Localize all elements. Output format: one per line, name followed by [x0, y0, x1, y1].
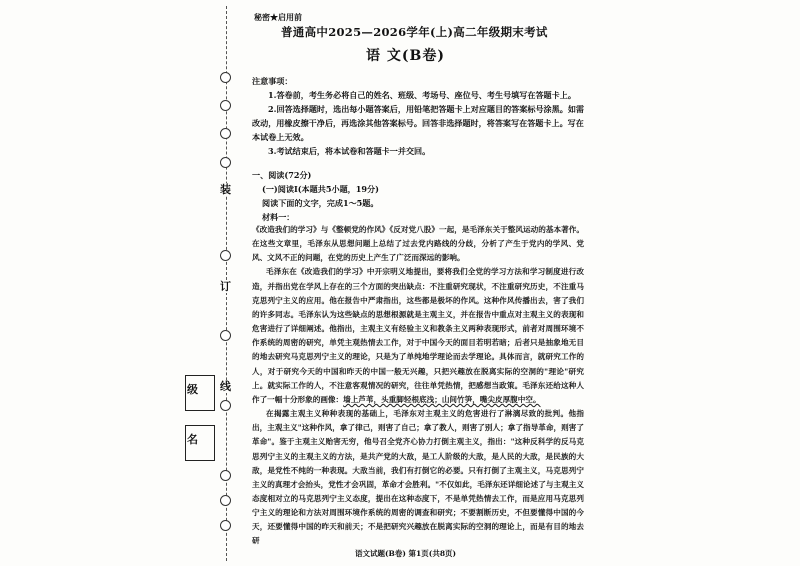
exam-title: 普通高中2025—2026学年(上)高二年级期末考试 — [281, 25, 548, 39]
section-heading: 一、阅读(72分) — [252, 170, 312, 180]
margin-char-ding: 订 — [220, 280, 231, 293]
notice-item: 2.回答选择题时，选出每小题答案后，用铅笔把答题卡上对应题目的答案标号涂黑。如需改动，用橡皮擦干净后，再选涂其他答案标号。回答非选择题时，将答案写在答题卡上。写在本试卷上无效。 — [252, 104, 585, 142]
binding-hole — [220, 250, 231, 261]
class-field-label: 级 — [187, 383, 200, 396]
binding-hole — [220, 100, 231, 111]
section-sub: (一)阅读Ⅰ(本题共5小题，19分) — [262, 184, 379, 194]
binding-hole — [220, 157, 231, 168]
article-paragraph: 在揭露主观主义种种表现的基础上，毛泽东对主观主义的危害进行了淋漓尽致的批判。他指出，主观主义"这种作风，拿了律己，则害了自己；拿了教人，则害了别人；拿了指导革命，则害了革命"。鉴于主观主义贻害无穷，他号召全党齐心协力打倒主观主义，指出："这种反科学的反马克思列宁主义的主观主义的方法，是共产党的大敌，是工人阶级的大敌，是人民的大敌，是民族的大敌，是党性不纯的一种表现。大敌当前，我们有打倒它的必要。只有打倒了主观主义，马克思列宁主义的真理才会抬头，党性才会巩固，革命才会胜利。"不仅如此，毛泽东还详细论述了与主观主义态度相对立的马克思列宁主义态度，提出在这种态度下，不是单凭热情去工作，而是应用马克思列宁主义的理论和方法对周围环境作系统的周密的调查和研究；不要割断历史，不但要懂得中国的今天，还要懂得中国的昨天和前天；不是把研究兴趣放在脱离实际的空洞的理论上，而是有目的地去研 — [252, 409, 584, 546]
exam-subject: 语 文(B卷) — [366, 48, 445, 64]
binding-hole — [220, 330, 231, 341]
name-field-label: 名 — [187, 433, 200, 446]
notice-list — [252, 88, 584, 158]
binding-hole — [220, 400, 231, 411]
binding-hole — [220, 495, 231, 506]
reading-article — [252, 223, 584, 549]
binding-hole — [220, 520, 231, 531]
notice-item: 1.答卷前，考生务必将自己的姓名、班级、考场号、座位号、考生号填写在答题卡上。 — [268, 90, 576, 100]
article-paragraph — [252, 265, 584, 407]
notice-item: 3.考试结束后，将本试卷和答题卡一并交回。 — [268, 146, 431, 156]
margin-char-xian: 线 — [220, 380, 231, 393]
secret-mark: 秘密★启用前 — [254, 12, 302, 22]
section-instruction: 阅读下面的文字，完成1～5题。 — [262, 198, 379, 208]
page-footer: 语文试题(B卷) 第1页(共8页) — [355, 549, 457, 558]
article-paragraph: 《改造我们的学习》与《整顿党的作风》《反对党八股》一起，是毛泽东关于整风运动的基本著作。在这些文章里，毛泽东从思想问题上总结了过去党内路线的分歧，分析了产生于党内的学风、党风、文风不正的问题，在党的历史上产生了广泛而深远的影响。 — [252, 225, 584, 263]
binding-hole — [220, 470, 231, 481]
section-header — [252, 168, 379, 224]
binding-hole — [220, 128, 231, 139]
margin-char-zhuang: 装 — [220, 183, 231, 196]
quoted-couplet: 墙上芦苇，头重脚轻根底浅；山间竹笋，嘴尖皮厚腹中空。 — [343, 394, 541, 404]
notice-heading: 注意事项： — [252, 76, 293, 86]
material-label: 材料一： — [262, 212, 295, 222]
article-paragraph-text: 毛泽东在《改造我们的学习》中开宗明义地提出，要将我们全党的学习方法和学习制度进行改造，并指出党在学风上存在的三个方面的突出缺点：不注重研究现状，不注重研究历史，不注重马克思列宁主义的应用。他在报告中严肃指出，这些都是极坏的作风。这种作风传播出去，害了我们的许多同志。毛泽东认为这些缺点的思想根源就是主观主义，并在报告中重点对主观主义的表现和危害进行了详细阐述。他指出，主观主义有经验主义和教条主义两种表现形式，前者对周围环境不作系统的周密的研究，单凭主观热情去工作，对于中国今天的面目若明若暗；后者只是抽象地无目的地去研究马克思列宁主义的理论，只是为了单纯地学理论而去学理论。具体而言，就研究工作的人，对于研究今天的中国和昨天的中国一般无兴趣，只把兴趣放在脱离实际的空洞的"理论"研究上。就实际工作的人，不注意客观情况的研究，往往单凭热情，把感想当政策。毛泽东还给这种人作了一幅十分形象的画像： — [252, 267, 584, 404]
binding-hole — [220, 72, 231, 83]
